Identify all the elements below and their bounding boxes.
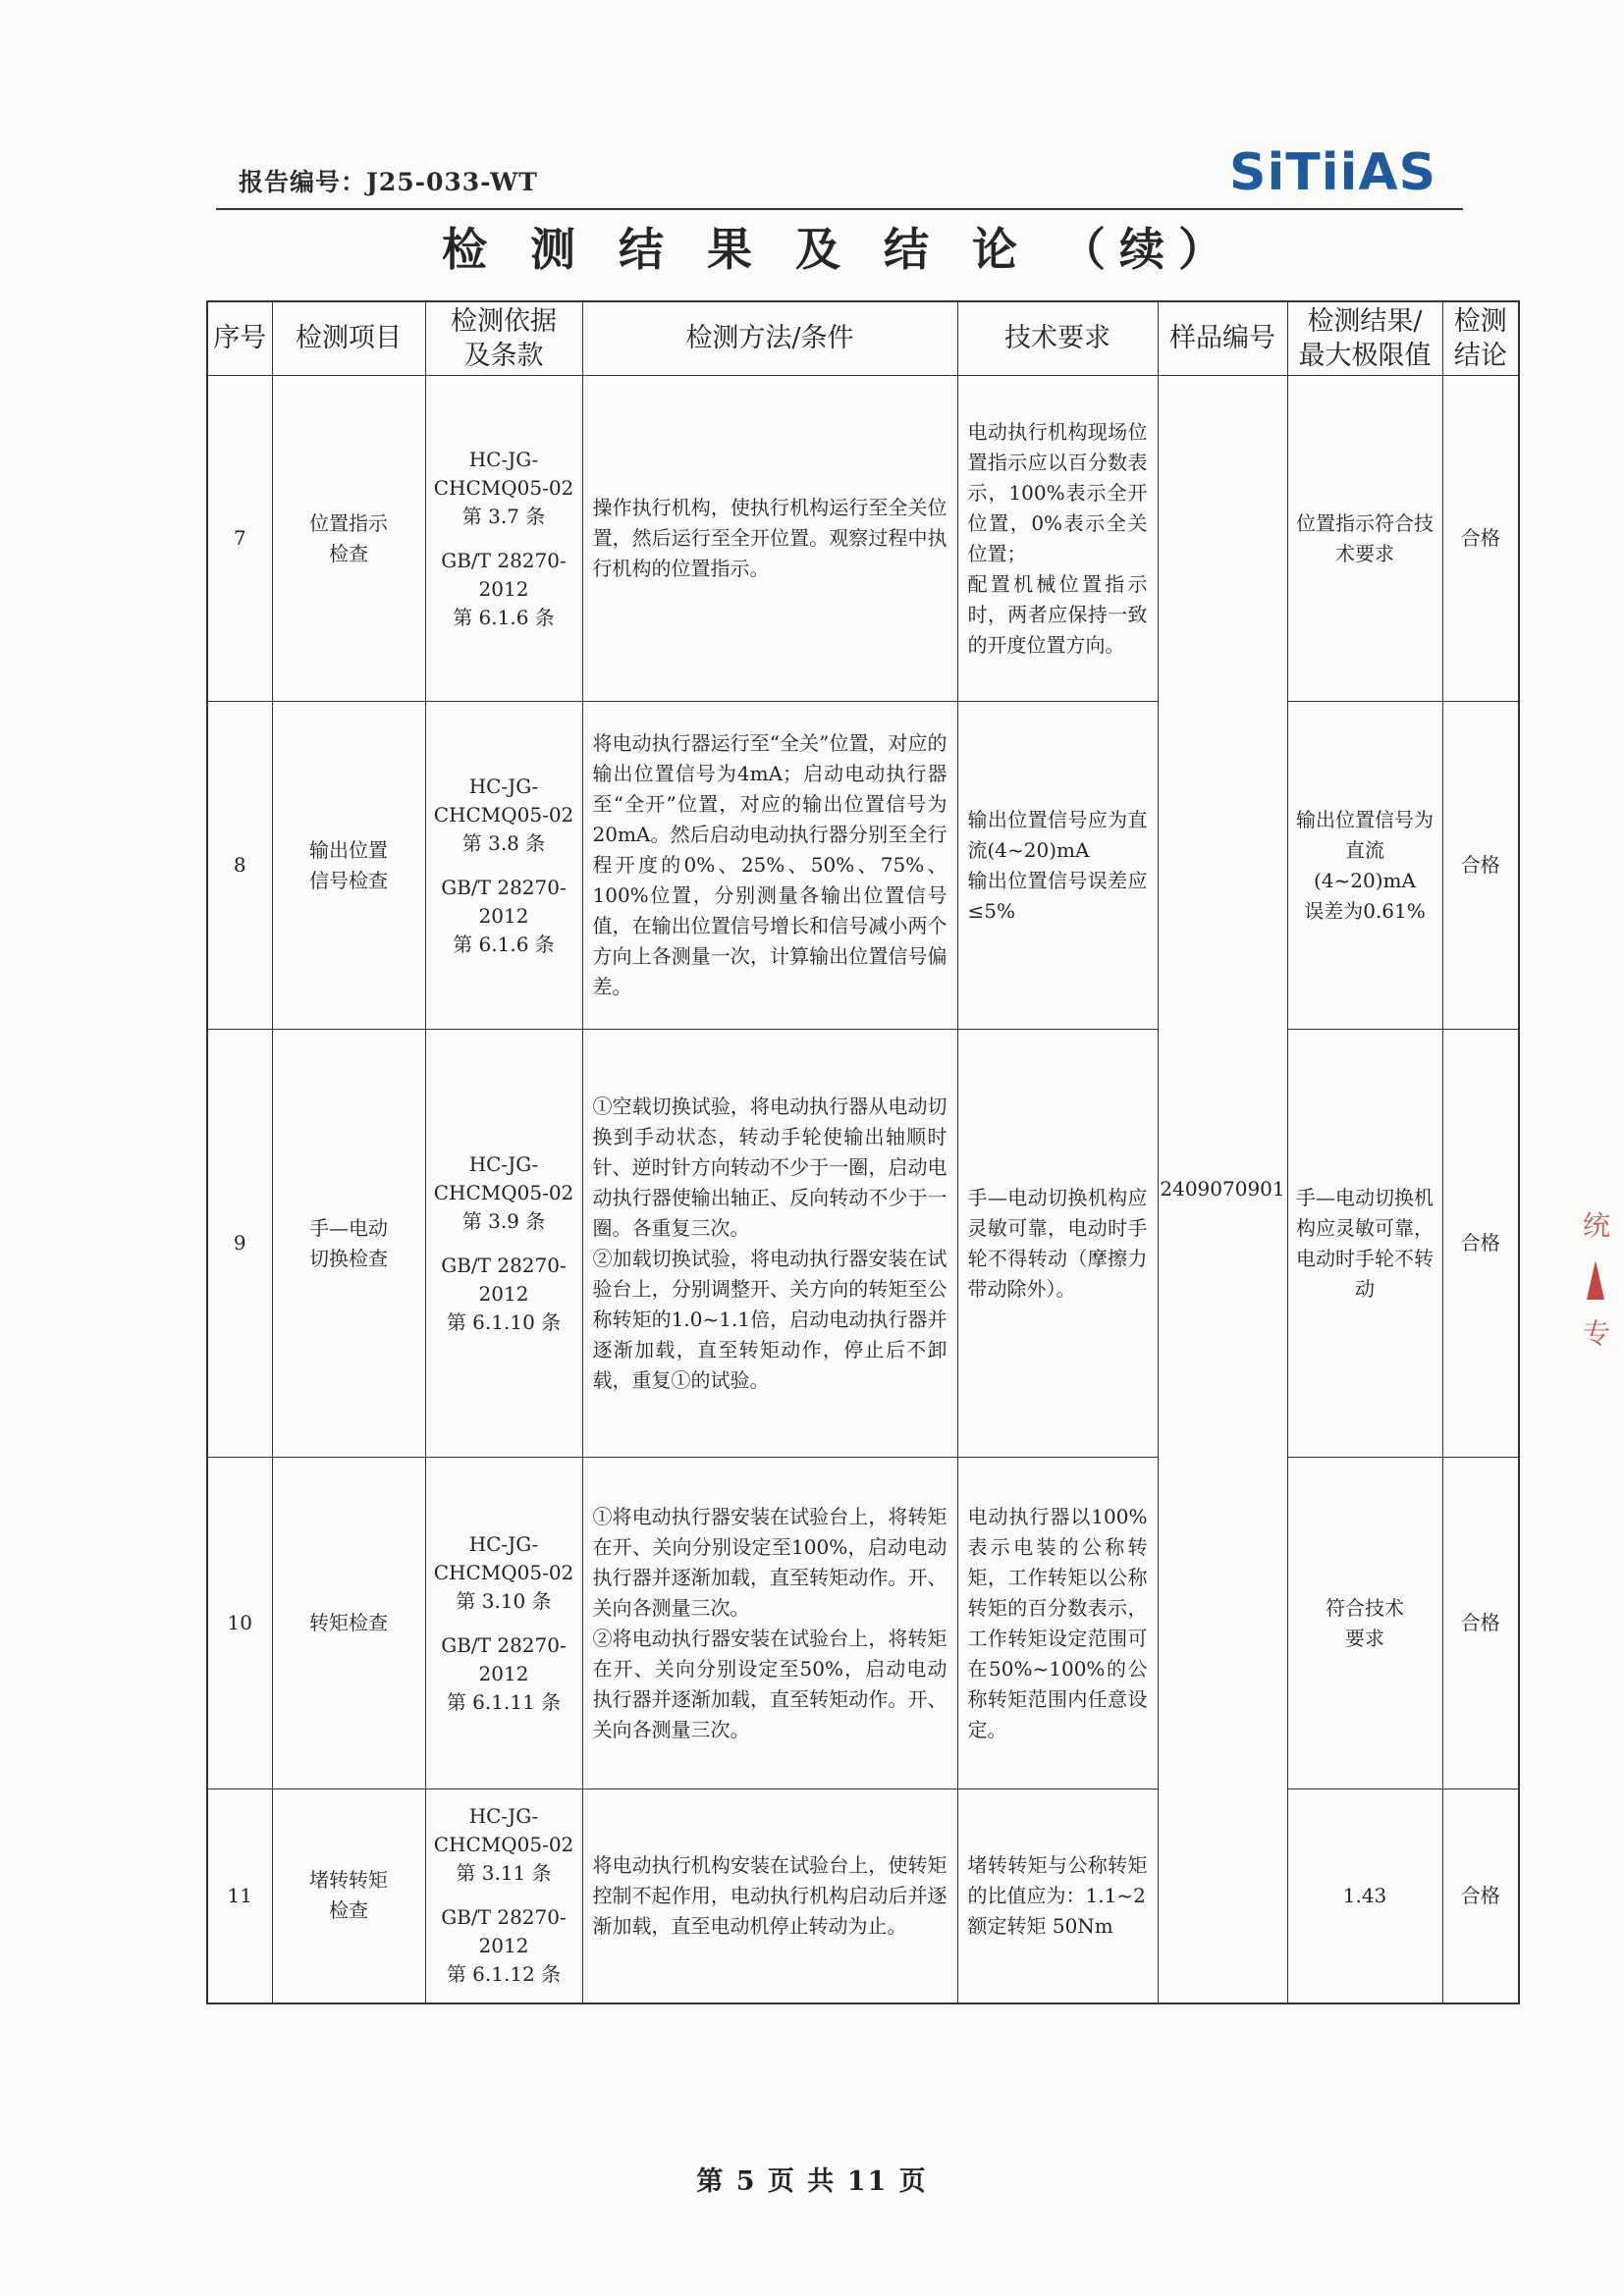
row-requirement: 电动执行器以100%表示电装的公称转矩，工作转矩以公称转矩的百分数表示，工作转矩设定范围可在50%~100%的公称转矩范围内任意设定。	[957, 1458, 1158, 1789]
basis-internal: HC-JG- CHCMQ05-02 第 3.7 条	[433, 447, 574, 528]
basis-internal: HC-JG- CHCMQ05-02 第 3.9 条	[433, 1151, 574, 1233]
report-number: 报告编号：J25-033-WT	[239, 168, 538, 196]
row-basis	[425, 1789, 582, 2003]
row-result: 位置指示符合技术要求	[1287, 376, 1442, 702]
page-footer: 第 5 页 共 11 页	[696, 2166, 928, 2197]
table-row	[207, 376, 1519, 702]
col-header-no: 序号	[207, 301, 272, 376]
basis-standard: GB/T 28270- 2012 第 6.1.6 条	[441, 875, 567, 956]
row-basis	[425, 702, 582, 1030]
stamp-char-bottom: 专	[1583, 1316, 1611, 1350]
row-item: 转矩检查	[272, 1458, 425, 1789]
col-header-item: 检测项目	[272, 301, 425, 376]
row-item: 输出位置 信号检查	[272, 702, 425, 1030]
basis-internal: HC-JG- CHCMQ05-02 第 3.10 条	[433, 1531, 574, 1613]
row-result: 输出位置信号为直流 (4~20)mA 误差为0.61%	[1287, 702, 1442, 1030]
basis-internal: HC-JG- CHCMQ05-02 第 3.8 条	[433, 774, 574, 855]
row-method: ①空载切换试验，将电动执行器从电动切换到手动状态，转动手轮使输出轴顺时针、逆时针方向转动不少于一圈，启动电动执行器使输出轴正、反向转动不少于一圈。各重复三次。 ②加载切换试验，将电动执行器安装在试验台上，分别调整开、关方向的转矩至公称转矩的1.0~1.1倍，启动电动执行器并逐渐加载，直至转矩动作，停止后不卸载，重复①的试验。	[582, 1030, 957, 1458]
row-result: 手—电动切换机构应灵敏可靠，电动时手轮不转动	[1287, 1030, 1442, 1458]
row-basis	[425, 376, 582, 702]
row-requirement: 堵转转矩与公称转矩的比值应为：1.1~2 额定转矩 50Nm	[957, 1789, 1158, 2003]
col-header-sample: 样品编号	[1158, 301, 1287, 376]
row-method: 将电动执行器运行至“全关”位置，对应的输出位置信号为4mA；启动电动执行器至“全开”位置，对应的输出位置信号为20mA。然后启动电动执行器分别至全行程开度的0%、25%、50%、75%、100%位置，分别测量各输出位置信号值，在输出位置信号增长和信号减小两个方向上各测量一次，计算输出位置信号偏差。	[582, 702, 957, 1030]
row-item: 手—电动 切换检查	[272, 1030, 425, 1458]
basis-standard: GB/T 28270- 2012 第 6.1.10 条	[441, 1253, 567, 1334]
sample-number: 2409070901	[1158, 376, 1287, 2003]
row-basis	[425, 1030, 582, 1458]
row-no: 10	[207, 1458, 272, 1789]
basis-internal: HC-JG- CHCMQ05-02 第 3.11 条	[433, 1804, 574, 1886]
row-basis	[425, 1458, 582, 1789]
basis-standard: GB/T 28270- 2012 第 6.1.11 条	[441, 1632, 567, 1714]
col-header-conclusion: 检测 结论	[1442, 301, 1519, 376]
basis-standard: GB/T 28270- 2012 第 6.1.6 条	[441, 548, 567, 629]
row-result: 1.43	[1287, 1789, 1442, 2003]
company-logo: SiTiiAS	[1229, 143, 1437, 202]
row-no: 7	[207, 376, 272, 702]
results-table	[206, 300, 1520, 2004]
row-no: 11	[207, 1789, 272, 2003]
row-method: ①将电动执行器安装在试验台上，将转矩在开、关向分别设定至100%，启动电动执行器并逐渐加载，直至转矩动作。开、关向各测量三次。 ②将电动执行器安装在试验台上，将转矩在开、关向分别设定至50%，启动电动执行器并逐渐加载，直至转矩动作。开、关向各测量三次。	[582, 1458, 957, 1789]
row-conclusion: 合格	[1442, 1789, 1519, 2003]
stamp-triangle-icon	[1587, 1260, 1604, 1300]
basis-standard: GB/T 28270- 2012 第 6.1.12 条	[441, 1905, 567, 1987]
table-header-row	[207, 301, 1519, 376]
row-requirement: 输出位置信号应为直流(4~20)mA 输出位置信号误差应≤5%	[957, 702, 1158, 1030]
row-conclusion: 合格	[1442, 702, 1519, 1030]
stamp-char-top: 统	[1583, 1209, 1611, 1242]
row-item: 位置指示 检查	[272, 376, 425, 702]
row-conclusion: 合格	[1442, 1458, 1519, 1789]
row-item: 堵转转矩 检查	[272, 1789, 425, 2003]
row-requirement: 手—电动切换机构应灵敏可靠，电动时手轮不得转动（摩擦力带动除外）。	[957, 1030, 1158, 1458]
row-no: 9	[207, 1030, 272, 1458]
row-method: 操作执行机构，使执行机构运行至全关位置，然后运行至全开位置。观察过程中执行机构的位置指示。	[582, 376, 957, 702]
table-row	[207, 1030, 1519, 1458]
page-title: 检 测 结 果 及 结 论 （续）	[441, 223, 1238, 276]
col-header-basis: 检测依据 及条款	[425, 301, 582, 376]
row-result: 符合技术 要求	[1287, 1458, 1442, 1789]
row-method: 将电动执行机构安装在试验台上，使转矩控制不起作用，电动执行机构启动后并逐渐加载，直至电动机停止转动为止。	[582, 1789, 957, 2003]
col-header-result: 检测结果/ 最大极限值	[1287, 301, 1442, 376]
row-requirement: 电动执行机构现场位置指示应以百分数表示，100%表示全开位置，0%表示全关位置； 配置机械位置指示时，两者应保持一致的开度位置方向。	[957, 376, 1158, 702]
header-rule	[216, 208, 1463, 210]
col-header-requirement: 技术要求	[957, 301, 1158, 376]
table-row	[207, 1789, 1519, 2003]
table-row	[207, 702, 1519, 1030]
row-conclusion: 合格	[1442, 376, 1519, 702]
row-conclusion: 合格	[1442, 1030, 1519, 1458]
table-row	[207, 1458, 1519, 1789]
side-seal-stamp	[1583, 1209, 1611, 1350]
col-header-method: 检测方法/条件	[582, 301, 957, 376]
row-no: 8	[207, 702, 272, 1030]
